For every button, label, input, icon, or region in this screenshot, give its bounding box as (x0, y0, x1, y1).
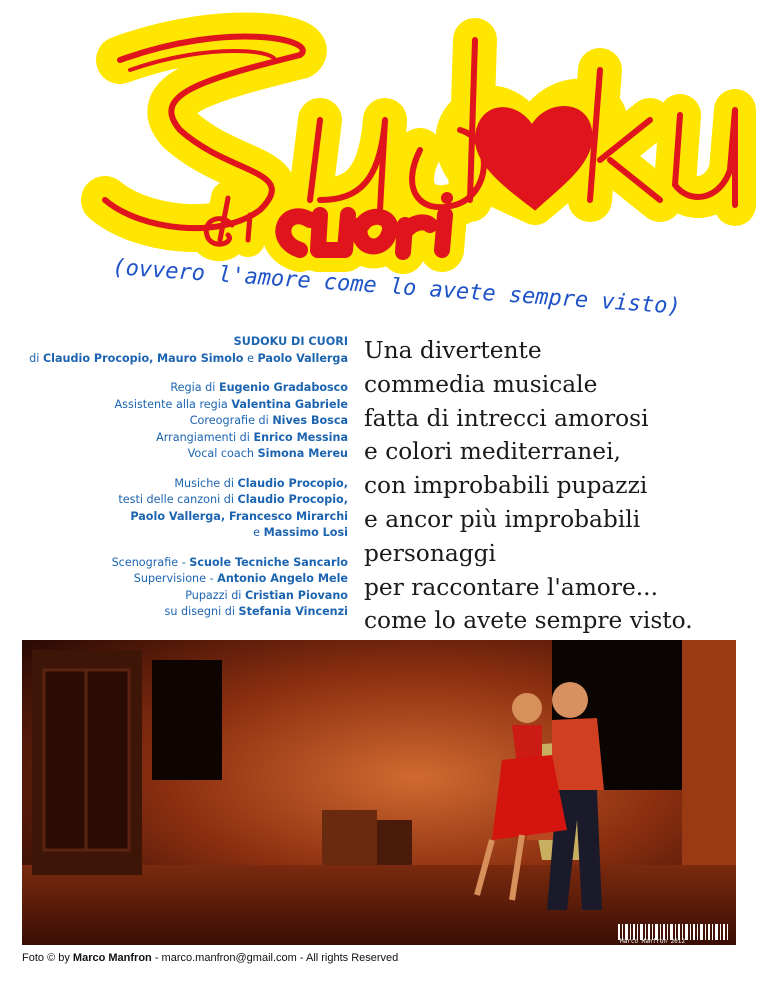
crew-list (10, 380, 348, 463)
music-credits: Musiche di Claudio Procopio, testi delle canzoni di Claudio Procopio, Paolo Vallerga, Francesco Mirarchi e Massimo Losi (118, 476, 348, 539)
sudoku-logo (0, 0, 768, 330)
pitch-text: Una divertente commedia musicale fatta di intrecci amorosi e colori mediterranei, con improbabili pupazzi e ancor più improbabili personaggi per raccontare l'amore... come lo avete sempre visto. (364, 337, 693, 635)
crew-item: Coreografie di Nives Bosca (189, 414, 348, 427)
photographer-name: Marco Manfron (72, 952, 152, 964)
crew-item: Regia di Eugenio Gradabosco (170, 381, 348, 394)
set-credits: Scenografie - Scuole Tecniche Sancarlo Supervisione - Antonio Angelo Mele Pupazzi di Cristian Piovano su disegni di Stefania Vincenzi (111, 555, 348, 618)
credits-block (10, 334, 348, 634)
watermark-text: Marco Manfron 2012 (620, 938, 686, 945)
crew-item: Vocal coach Simona Mereu (187, 447, 348, 460)
logo-tagline: (ovvero l'amore come lo avete sempre visto) (111, 255, 682, 320)
photo-caption: Foto © by Marco Manfron - marco.manfron@gmail.com - All rights Reserved (22, 952, 399, 964)
show-title: SUDOKU DI CUORI (233, 335, 348, 348)
stage-photo (22, 640, 736, 945)
crew-item: Assistente alla regia Valentina Gabriele (114, 397, 348, 411)
crew-item: Arrangiamenti di Enrico Messina (156, 430, 348, 444)
authors-line: di Claudio Procopio, Mauro Simolo e Paolo Vallerga (29, 351, 348, 365)
